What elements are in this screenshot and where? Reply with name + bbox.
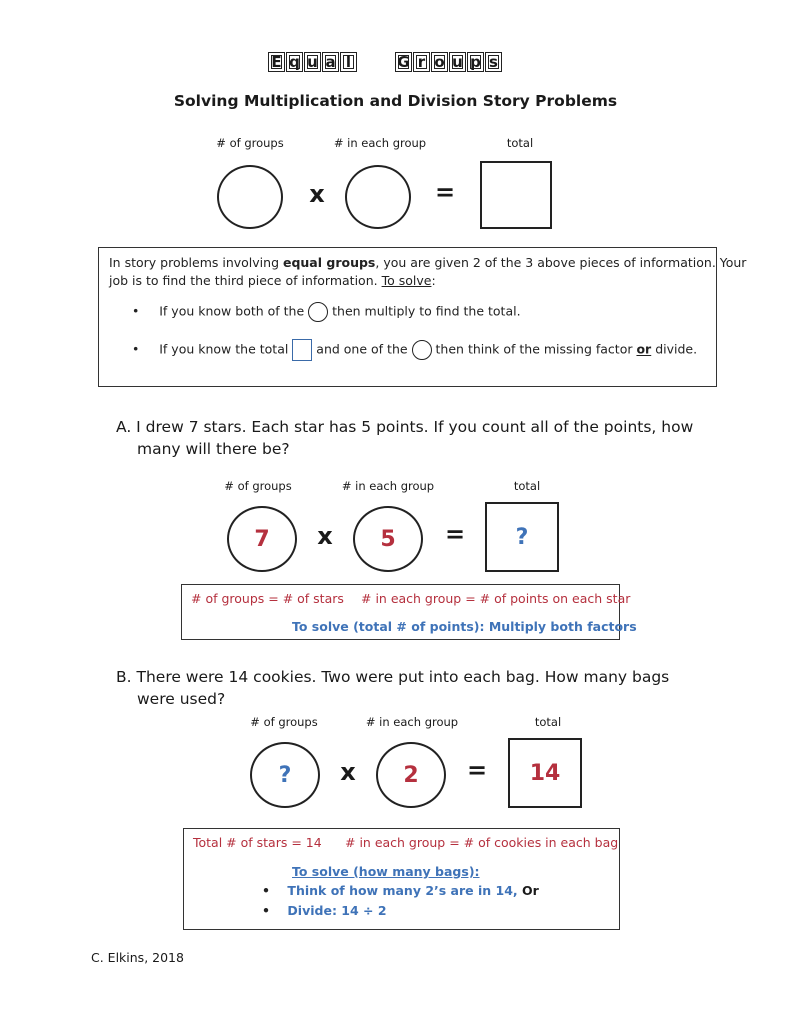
label-total: total	[506, 136, 534, 150]
label-each: # in each group	[333, 136, 427, 150]
b-label-each: # in each group	[365, 715, 459, 729]
total-square	[480, 161, 552, 229]
problem-a-line-2: many will there be?	[137, 440, 290, 458]
title-letter-tile: q	[286, 52, 303, 72]
bullet-dot: •	[132, 303, 140, 319]
b-solve-title: To solve (how many bags):	[292, 864, 480, 879]
title-letter-tile: s	[485, 52, 502, 72]
b-total-square: 14	[508, 738, 582, 808]
problem-b-line-2: were used?	[137, 690, 226, 708]
a-label-each: # in each group	[341, 479, 435, 493]
a-groups-circle: 7	[227, 506, 297, 572]
intro-bullet-2: • If you know the total and one of the then think of the missing factor or divide.	[132, 339, 697, 361]
a-each-circle: 5	[353, 506, 423, 572]
title-letter-tile: l	[340, 52, 357, 72]
b-step-2: • Divide: 14 ÷ 2	[262, 903, 387, 918]
footer-credit: C. Elkins, 2018	[91, 950, 184, 965]
b-note-groups: Total # of stars = 14	[193, 835, 322, 850]
b-label-groups: # of groups	[250, 715, 318, 729]
intro-bullet-1: • If you know both of the then multiply to find the total.	[132, 302, 521, 322]
groups-circle	[217, 165, 283, 229]
title-letter-tile: p	[467, 52, 484, 72]
a-solve: To solve (total # of points): Multiply both factors	[292, 619, 637, 634]
label-groups: # of groups	[216, 136, 284, 150]
a-total-square: ?	[485, 502, 559, 572]
title-letter-tile: G	[395, 52, 412, 72]
title-letter-tile: u	[449, 52, 466, 72]
bullet-dot: •	[132, 341, 140, 357]
title-letter-tile: E	[268, 52, 285, 72]
title-letter-tile: r	[413, 52, 430, 72]
b-each-circle: 2	[376, 742, 446, 808]
intro-line-1: In story problems involving equal groups, you are given 2 of the 3 above pieces of information. Your	[109, 255, 747, 270]
title-letter-tile: a	[322, 52, 339, 72]
a-label-total: total	[513, 479, 541, 493]
b-groups-circle: ?	[250, 742, 320, 808]
page-subtitle: Solving Multiplication and Division Story Problems	[173, 92, 618, 110]
title-word-groups	[395, 52, 502, 72]
bullet-dot: •	[262, 903, 270, 918]
each-circle	[345, 165, 411, 229]
intro-line-2: job is to find the third piece of information. To solve:	[109, 273, 436, 288]
title-letter-tile: o	[431, 52, 448, 72]
times-sign: x	[309, 180, 325, 208]
title-letter-tile: u	[304, 52, 321, 72]
square-icon	[292, 339, 312, 361]
a-times-sign: x	[317, 522, 333, 550]
a-note-each: # in each group = # of points on each star	[361, 591, 631, 606]
equals-sign: =	[434, 178, 456, 206]
a-label-groups: # of groups	[224, 479, 292, 493]
problem-b-line-1: B. There were 14 cookies. Two were put into each bag. How many bags	[116, 668, 670, 686]
a-note-groups: # of groups = # of stars	[191, 591, 344, 606]
b-equals-sign: =	[466, 756, 488, 784]
problem-a-line-1: A. I drew 7 stars. Each star has 5 points. If you count all of the points, how	[116, 418, 694, 436]
circle-icon	[412, 340, 432, 360]
b-label-total: total	[534, 715, 562, 729]
b-times-sign: x	[340, 758, 356, 786]
bullet-dot: •	[262, 883, 270, 898]
title-word-equal	[268, 52, 357, 72]
circle-icon	[308, 302, 328, 322]
b-note-each: # in each group = # of cookies in each bag	[345, 835, 619, 850]
a-equals-sign: =	[444, 520, 466, 548]
b-step-1: • Think of how many 2’s are in 14, Or	[262, 883, 539, 898]
